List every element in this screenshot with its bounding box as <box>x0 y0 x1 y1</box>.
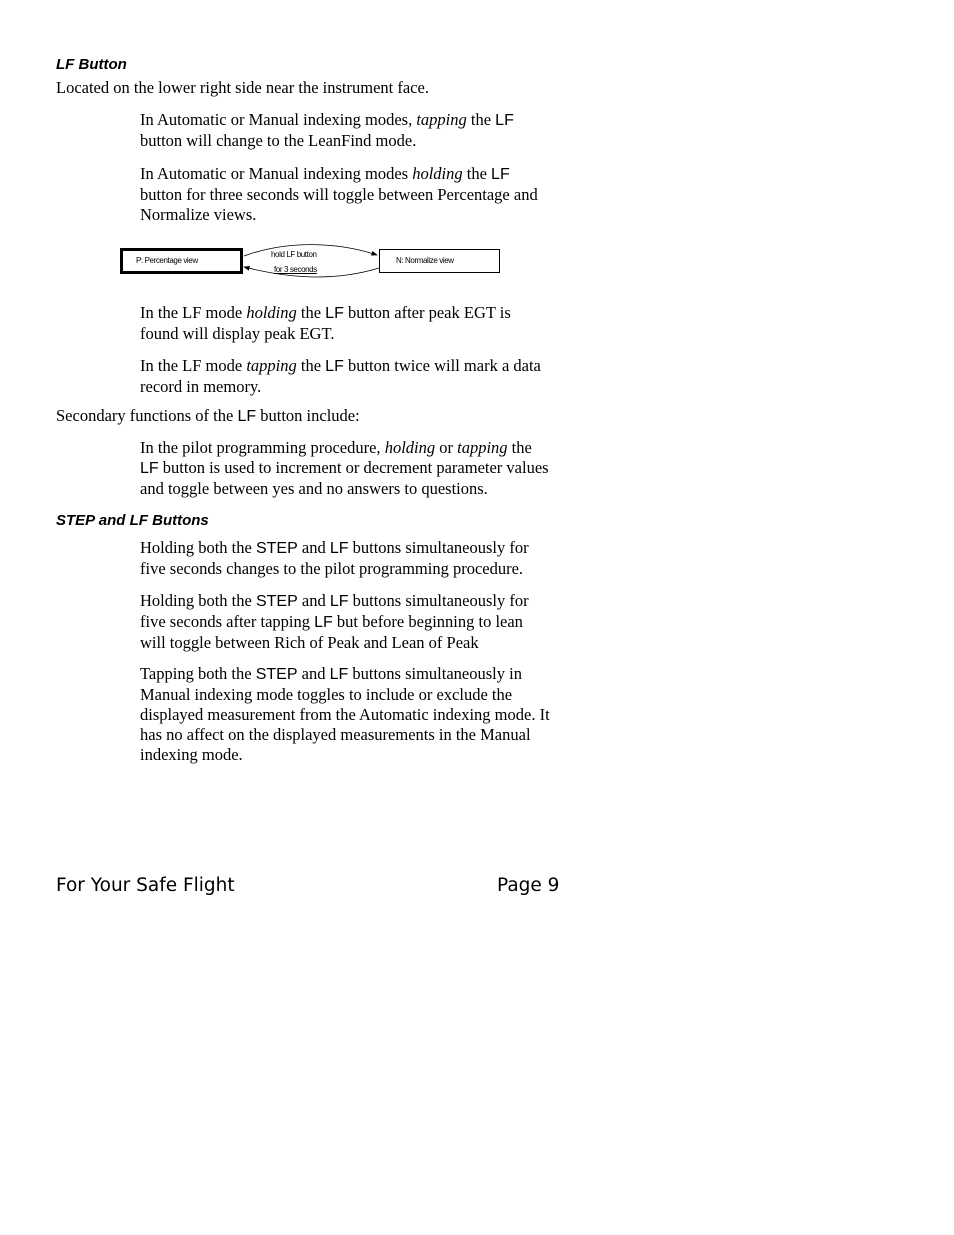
lf-paragraph-peak-egt: In the LF mode holding the LF button after peak EGT is found will display peak EGT. <box>140 303 511 343</box>
percentage-view-box: P: Percentage view <box>120 248 243 274</box>
footer-page-number: Page 9 <box>497 875 560 896</box>
lf-key-label: LF <box>325 305 344 322</box>
lf-key-label: LF <box>491 166 510 183</box>
lf-key-label: LF <box>329 540 349 557</box>
lf-key-label: LF <box>329 593 349 610</box>
lf-secondary-functions: Secondary functions of the LF button include: <box>56 406 360 425</box>
lf-paragraph-mark-record: In the LF mode tapping the LF button twice will mark a data record in memory. <box>140 356 541 396</box>
view-toggle-diagram <box>118 242 504 280</box>
lf-paragraph-hold-toggle: In Automatic or Manual indexing modes holding the LF button for three seconds will toggle between Percentage and Normalize views. <box>140 164 538 224</box>
lf-key-label: LF <box>140 460 159 477</box>
arrow-label-hold: hold LF button <box>271 250 317 259</box>
lf-intro-paragraph: Located on the lower right side near the instrument face. <box>56 78 429 97</box>
section-heading-step-lf: STEP and LF Buttons <box>56 512 209 529</box>
step-key-label: STEP <box>255 540 298 557</box>
lf-key-label: LF <box>314 614 333 631</box>
section-heading-lf-button: LF Button <box>56 56 127 73</box>
lf-key-label: LF <box>325 358 344 375</box>
lf-key-label: LF <box>237 408 257 425</box>
lf-key-label: LF <box>329 666 349 683</box>
step-lf-paragraph-rich-lean: Holding both the STEP and LF buttons simultaneously for five seconds after tapping LF but before beginning to lean will toggle between Rich of Peak and Lean of Peak <box>140 591 529 652</box>
step-lf-paragraph-programming: Holding both the STEP and LF buttons simultaneously for five seconds changes to the pilot programming procedure. <box>140 538 529 578</box>
arrow-label-duration: for 3 seconds <box>274 265 317 274</box>
normalize-view-box: N: Normalize view <box>379 249 500 273</box>
step-key-label: STEP <box>255 593 298 610</box>
lf-paragraph-tap: In Automatic or Manual indexing modes, tapping the LF button will change to the LeanFind mode. <box>140 110 514 150</box>
step-lf-paragraph-manual-indexing: Tapping both the STEP and LF buttons simultaneously in Manual indexing mode toggles to include or exclude the displayed measurement from the Automatic indexing mode. It has no affect on the displayed measurements in the Manual indexing mode. <box>140 664 550 764</box>
lf-paragraph-programming: In the pilot programming procedure, holding or tapping the LF button is used to increment or decrement parameter values and toggle between yes and no answers to questions. <box>140 438 549 498</box>
step-key-label: STEP <box>255 666 298 683</box>
footer-tagline: For Your Safe Flight <box>56 875 235 896</box>
lf-key-label: LF <box>495 112 514 129</box>
